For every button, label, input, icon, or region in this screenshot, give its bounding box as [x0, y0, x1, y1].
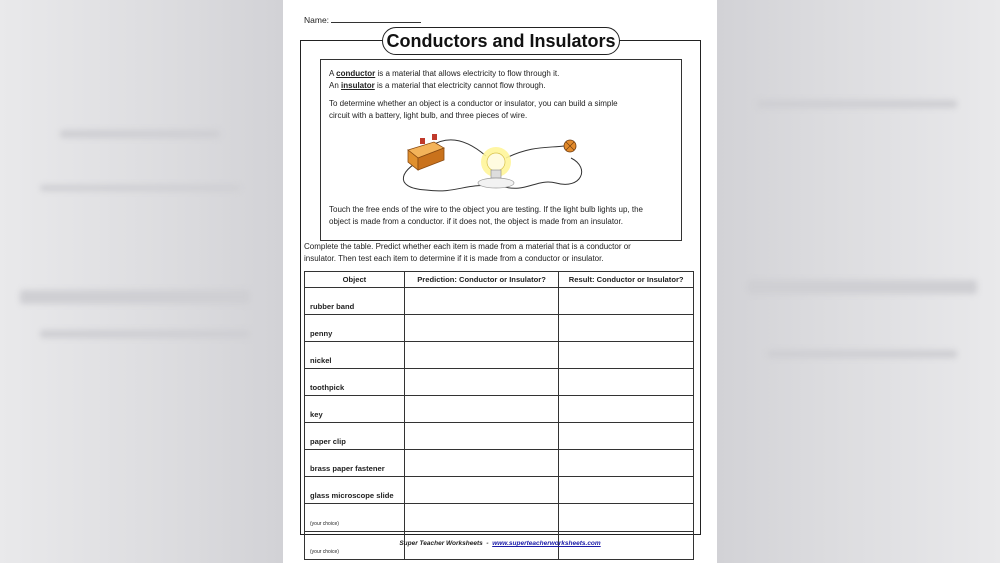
intro-paragraph-2-line-1: To determine whether an object is a conductor or insulator, you can build a simple	[329, 99, 618, 108]
result-cell[interactable]	[559, 423, 694, 450]
object-cell: nickel	[305, 342, 405, 369]
table-row	[305, 504, 694, 532]
result-cell[interactable]	[559, 369, 694, 396]
name-blank-line[interactable]	[331, 14, 421, 23]
footer-link[interactable]: www.superteacherworksheets.com	[492, 540, 601, 547]
result-cell[interactable]	[559, 477, 694, 504]
definition-conductor: A conductor is a material that allows electricity to flow through it.	[329, 69, 560, 78]
prediction-cell[interactable]	[404, 396, 559, 423]
object-cell-your-choice[interactable]: (your choice)	[305, 504, 405, 532]
intro-paragraph-3-line-2: object is made from a conductor. if it does not, the object is made from an insulator.	[329, 217, 623, 226]
table-row	[305, 477, 694, 504]
object-cell: glass microscope slide	[305, 477, 405, 504]
table-row	[305, 288, 694, 315]
background-left	[0, 0, 283, 563]
intro-paragraph-2-line-2: circuit with a battery, light bulb, and three pieces of wire.	[329, 111, 528, 120]
result-cell[interactable]	[559, 342, 694, 369]
result-cell[interactable]	[559, 450, 694, 477]
prediction-cell[interactable]	[404, 288, 559, 315]
table-row	[305, 423, 694, 450]
header-object: Object	[305, 272, 405, 288]
prediction-cell[interactable]	[404, 315, 559, 342]
name-field[interactable]	[304, 14, 421, 25]
object-cell: brass paper fastener	[305, 450, 405, 477]
table-row	[305, 396, 694, 423]
page-title: Conductors and Insulators	[382, 27, 620, 55]
prediction-cell[interactable]	[404, 342, 559, 369]
table-row	[305, 450, 694, 477]
object-cell-your-choice[interactable]: (your choice)	[305, 532, 405, 560]
battery-icon	[408, 134, 444, 170]
header-prediction: Prediction: Conductor or Insulator?	[404, 272, 559, 288]
result-cell[interactable]	[559, 288, 694, 315]
result-cell[interactable]	[559, 315, 694, 342]
term-insulator: insulator	[341, 81, 375, 90]
prediction-cell[interactable]	[404, 423, 559, 450]
object-cell: paper clip	[305, 423, 405, 450]
object-cell: rubber band	[305, 288, 405, 315]
prediction-cell[interactable]	[404, 450, 559, 477]
header-result: Result: Conductor or Insulator?	[559, 272, 694, 288]
results-table	[304, 271, 694, 560]
table-row	[305, 342, 694, 369]
instructions-line-2: insulator. Then test each item to determine if it is made from a conductor or insulator.	[304, 254, 604, 263]
object-cell: key	[305, 396, 405, 423]
prediction-cell[interactable]	[404, 369, 559, 396]
prediction-cell[interactable]	[404, 504, 559, 532]
result-cell[interactable]	[559, 396, 694, 423]
prediction-cell[interactable]	[404, 477, 559, 504]
background-right	[717, 0, 1000, 563]
object-cell: toothpick	[305, 369, 405, 396]
footer-brand: Super Teacher Worksheets	[399, 540, 483, 547]
light-bulb-icon	[478, 147, 514, 188]
table-header-row	[305, 272, 694, 288]
intro-paragraph-3-line-1: Touch the free ends of the wire to the object you are testing. If the light bulb lights up, the	[329, 205, 643, 214]
term-conductor: conductor	[336, 69, 376, 78]
object-cell: penny	[305, 315, 405, 342]
intro-box	[320, 59, 682, 241]
definition-insulator: An insulator is a material that electricity cannot flow through.	[329, 81, 546, 90]
footer	[283, 540, 717, 547]
footer-separator: -	[486, 540, 489, 547]
table-row	[305, 369, 694, 396]
circuit-illustration	[396, 128, 596, 198]
name-label: Name:	[304, 15, 330, 25]
test-object-icon	[564, 140, 576, 152]
worksheet-page	[283, 0, 717, 563]
table-row	[305, 315, 694, 342]
instructions-line-1: Complete the table. Predict whether each item is made from a material that is a conductor or	[304, 242, 631, 251]
result-cell[interactable]	[559, 504, 694, 532]
